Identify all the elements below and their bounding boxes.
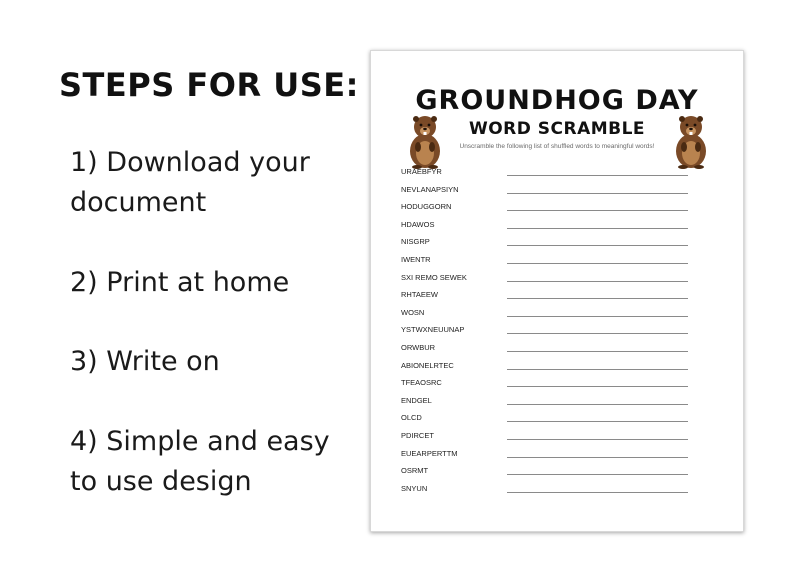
answer-line	[507, 492, 688, 493]
worksheet-subtitle: WORD SCRAMBLE	[468, 119, 646, 139]
answer-line	[507, 263, 688, 264]
scrambled-word: IWENTR	[401, 254, 431, 264]
worksheet-title: GROUNDHOG DAY	[415, 85, 699, 116]
answer-line	[507, 333, 688, 334]
step-item-2: 2) Print at home	[70, 267, 290, 298]
worksheet-instructions: Unscramble the following list of shuffled words to meaningful words!	[459, 143, 655, 150]
answer-line	[507, 175, 688, 176]
answer-line	[507, 316, 688, 317]
scrambled-word: ENDGEL	[401, 395, 432, 405]
step-item-1: 1) Download your document	[70, 147, 310, 218]
answer-line	[507, 228, 688, 229]
list-item	[401, 428, 691, 446]
list-item	[401, 481, 691, 499]
list-item	[401, 322, 691, 340]
groundhog-icon	[673, 113, 709, 169]
answer-line	[507, 474, 688, 475]
list-item	[401, 252, 691, 270]
answer-line	[507, 439, 688, 440]
step-item-3: 3) Write on	[70, 346, 220, 377]
list-item	[401, 164, 691, 182]
worksheet-preview	[370, 50, 744, 532]
list-item	[401, 446, 691, 464]
scrambled-word: OSRMT	[401, 466, 429, 476]
step-item-4: 4) Simple and easy to use design	[70, 426, 330, 497]
groundhog-icon	[407, 113, 443, 169]
answer-line	[507, 281, 688, 282]
list-item	[401, 182, 691, 200]
list-item	[401, 217, 691, 235]
answer-line	[507, 210, 688, 211]
answer-line	[507, 386, 688, 387]
list-item	[401, 463, 691, 481]
scrambled-word: SXI REMO SEWEK	[401, 272, 467, 282]
list-item	[401, 199, 691, 217]
scrambled-word: HDAWOS	[401, 219, 435, 229]
list-item	[401, 393, 691, 411]
scrambled-word: ORWBUR	[401, 342, 436, 352]
list-item	[401, 287, 691, 305]
answer-line	[507, 351, 688, 352]
answer-line	[507, 298, 688, 299]
scrambled-word: ABIONELRTEC	[401, 360, 454, 370]
list-item	[401, 270, 691, 288]
scrambled-word: YSTWXNEUUNAP	[401, 325, 465, 335]
scrambled-word: SNYUN	[401, 483, 428, 493]
answer-line	[507, 369, 688, 370]
word-list	[401, 164, 691, 498]
scrambled-word: NEVLANAPSIYN	[401, 184, 459, 194]
list-item	[401, 375, 691, 393]
scrambled-word: RHTAEEW	[401, 290, 438, 300]
list-item	[401, 358, 691, 376]
answer-line	[507, 457, 688, 458]
answer-line	[507, 404, 688, 405]
steps-title: STEPS FOR USE:	[59, 66, 359, 104]
scrambled-word: WOSN	[401, 307, 425, 317]
scrambled-word: EUEARPERTTM	[401, 448, 458, 458]
answer-line	[507, 245, 688, 246]
list-item	[401, 340, 691, 358]
scrambled-word: HODUGGORN	[401, 202, 452, 212]
scrambled-word: OLCD	[401, 413, 422, 423]
scrambled-word: NISGRP	[401, 237, 430, 247]
list-item	[401, 410, 691, 428]
answer-line	[507, 193, 688, 194]
scrambled-word: TFEAOSRC	[401, 378, 442, 388]
scrambled-word: URAEBFYR	[401, 167, 442, 176]
list-item	[401, 234, 691, 252]
scrambled-word: PDIRCET	[401, 430, 434, 440]
answer-line	[507, 421, 688, 422]
list-item	[401, 305, 691, 323]
